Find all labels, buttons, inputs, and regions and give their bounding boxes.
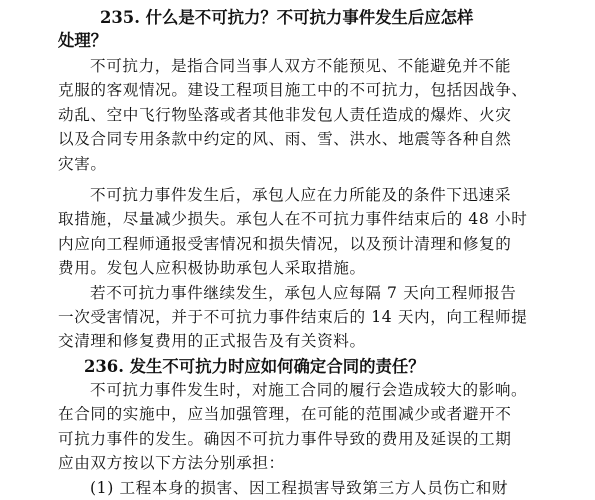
section-number: 236. — [84, 356, 124, 376]
text-line: 交清理和修复费用的正式报告及有关资料。 — [58, 332, 366, 351]
text-line: 克服的客观情况。建设工程项目施工中的不可抗力，包括因战争、 — [58, 81, 528, 100]
text-line: 一次受害情况，并于不可抗力事件结束后的 14 天内，向工程师提 — [58, 308, 528, 327]
text-line: 动乱、空中飞行物坠落或者其他非发包人责任造成的爆炸、火灾 — [58, 105, 512, 124]
text-line: 不可抗力事件发生后，承包人应在力所能及的条件下迅速采 — [90, 186, 512, 205]
section-number: 235. — [100, 8, 140, 27]
paragraph — [58, 281, 528, 354]
text-line: (1) 工程本身的损害、因工程损害导致第三方人员伤亡和财 — [90, 478, 509, 497]
paragraph — [58, 183, 528, 281]
text-line: 不可抗力，是指合同当事人双方不能预见、不能避免并不能 — [90, 57, 512, 75]
section-heading — [58, 6, 528, 29]
document-page — [58, 6, 528, 500]
section-heading-continuation: 处理？ — [58, 31, 108, 50]
section-title: 发生不可抗力时应如何确定合同的责任？ — [129, 356, 425, 376]
text-line: 内应向工程师通报受害情况和损失情况，以及预计清理和修复的 — [58, 234, 512, 253]
text-line: 灾害。 — [58, 154, 107, 173]
paragraph — [58, 476, 528, 500]
text-line: 应由双方按以下方法分别承担： — [58, 454, 285, 473]
text-line: 费用。发包人应积极协助承包人采取措施。 — [58, 259, 366, 278]
section-heading — [58, 355, 528, 378]
section-title: 什么是不可抗力？不可抗力事件发生后应怎样 — [145, 8, 474, 27]
text-line: 取措施，尽量减少损失。承包人在不可抗力事件结束后的 48 小时 — [58, 210, 528, 229]
text-line: 可抗力事件的发生。确因不可抗力事件导致的费用及延误的工期 — [58, 429, 512, 448]
section-236 — [58, 355, 528, 500]
text-line: 在合同的实施中，应当加强管理，在可能的范围减少或者避开不 — [58, 405, 512, 424]
text-line: 不可抗力事件发生时，对施工合同的履行会造成较大的影响。 — [90, 380, 528, 399]
text-line: 以及合同专用条款中约定的风、雨、雪、洪水、地震等各种自然 — [58, 130, 512, 149]
paragraph — [58, 378, 528, 476]
paragraph — [58, 54, 528, 176]
text-line: 若不可抗力事件继续发生，承包人应每隔 7 天向工程师报告 — [90, 283, 517, 302]
section-235 — [58, 6, 528, 354]
